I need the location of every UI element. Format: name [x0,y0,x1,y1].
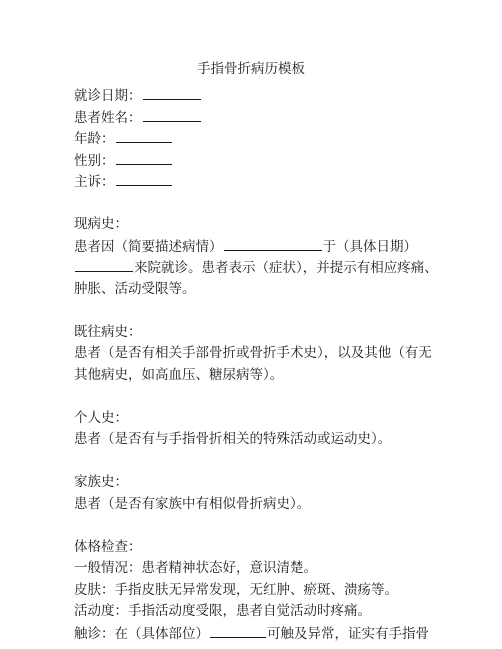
spacer [74,515,444,537]
physical-exam-skin: 皮肤：手指皮肤无异常发现，无红肿、瘀斑、溃疡等。 [74,581,398,598]
chief-complaint-label: 主诉： [74,174,115,190]
past-history-line-1: 患者（是否有相关手部骨折或骨折手术史），以及其他（有无 [74,345,432,361]
present-illness-line-3: 肿胀、活动受限等。 [74,280,196,297]
physical-exam-mobility: 活动度：手指活动度受限，患者自觉活动时疼痛。 [74,603,371,619]
present-illness-line-2 [74,257,444,279]
present-illness-text-b: 于（具体日期） [322,238,417,255]
illness-description-blank [224,236,322,251]
chief-complaint-blank [116,171,172,186]
past-history-line-2: 其他病史，如高血压、糖尿病等）。 [74,366,284,383]
present-illness-text-a: 患者因（简要描述病情） [74,238,223,255]
palpation-text-a: 触诊：在（具体部位） [74,625,209,642]
physical-exam-heading: 体格检查： [74,538,142,555]
patient-name-line [74,107,444,129]
visit-date-detail-blank [75,257,133,272]
visit-date-blank [143,85,201,100]
age-blank [116,128,172,143]
personal-history-heading: 个人史： [74,409,128,426]
gender-line [74,150,444,172]
present-illness-line-1 [74,236,444,258]
chief-complaint-line [74,171,444,193]
document-title: 手指骨折病历模板 [197,61,305,77]
family-history-line-1: 患者（是否有家族中有相似骨折病史）。 [74,495,311,512]
physical-exam-general: 一般情况：患者精神状态好，意识清楚。 [74,560,317,576]
physical-exam-palpation [74,623,444,645]
present-illness-text-c: 来院就诊。患者表示（症状），并提示有相应疼痛、 [134,260,438,276]
spacer [74,300,444,322]
age-label: 年龄： [74,131,115,147]
palpation-location-blank [210,623,266,638]
family-history-heading: 家族史： [74,474,128,490]
present-illness-heading: 现病史： [74,216,128,232]
age-line [74,128,444,150]
visit-date-line [74,85,444,107]
visit-date-label: 就诊日期： [74,88,142,104]
personal-history-line-1: 患者（是否有与手指骨折相关的特殊活动或运动史）。 [74,431,392,447]
palpation-text-b: 可触及异常，证实有手指骨 [267,625,429,642]
gender-blank [116,150,172,165]
patient-name-label: 患者姓名： [74,109,142,126]
patient-name-blank [143,107,201,122]
spacer [74,193,444,215]
spacer [74,451,444,473]
past-history-heading: 既往病史： [74,323,142,340]
gender-label: 性别： [74,152,115,169]
document-body [74,85,444,644]
spacer [74,386,444,408]
